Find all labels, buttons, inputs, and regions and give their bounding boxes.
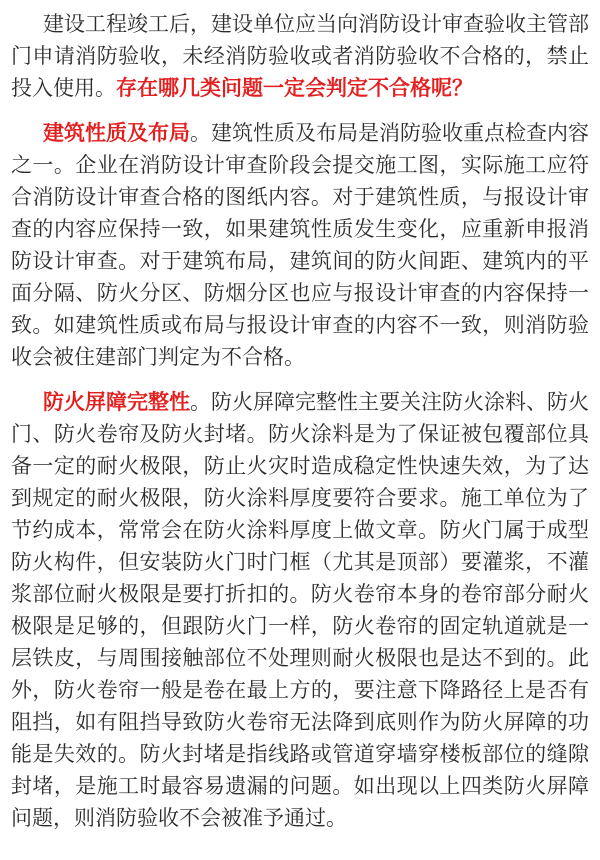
building-nature-body-text: 。建筑性质及布局是消防验收重点检查内容之一。企业在消防设计审查阶段会提交施工图，实际施工应符合消防设计审查合格的图纸内容。对于建筑性质，与报设计审查的内容应保持一致，如果建筑性质发生变化，应重新申报消防设计审查。对于建筑布局，建筑间的防火间距、建筑内的平面分隔、防火分区、防烟分区也应与报设计审查的内容保持一致。如建筑性质或布局与报设计审查的内容不一致，则消防验收会被住建部门判定为不合格。 <box>11 122 589 369</box>
intro-text: 建设工程竣工后，建设单位应当向消防设计审查验收主管部门申请消防验收，未经消防验收或者消防验收不合格的，禁止投入使用。 <box>11 13 589 100</box>
building-nature-paragraph <box>11 118 589 374</box>
question-highlight-text: 存在哪几类问题一定会判定不合格呢？ <box>116 77 473 100</box>
section-heading-building-nature: 建筑性质及布局 <box>43 122 190 145</box>
section-heading-fire-barrier: 防火屏障完整性 <box>43 391 190 414</box>
intro-paragraph <box>11 9 589 105</box>
fire-barrier-body-text: 。防火屏障完整性主要关注防火涂料、防火门、防火卷帘及防火封堵。防火涂料是为了保证被包覆部位具备一定的耐火极限，防止火灾时造成稳定性快速失效，为了达到规定的耐火极限，防火涂料厚度要符合要求。施工单位为了节约成本，常常会在防火涂料厚度上做文章。防火门属于成型防火构件，但安装防火门时门框（尤其是顶部）要灌浆，不灌浆部位耐火极限是要打折扣的。防火卷帘本身的卷帘部分耐火极限是足够的，但跟防火门一样，防火卷帘的固定轨道就是一层铁皮，与周围接触部位不处理则耐火极限也是达不到的。此外，防火卷帘一般是卷在最上方的，要注意下降路径上是否有阻挡，如有阻挡导致防火卷帘无法降到底则作为防火屏障的功能是失效的。防火封堵是指线路或管道穿墙穿楼板部位的缝隙封堵，是施工时最容易遗漏的问题。如出现以上四类防火屏障问题，则消防验收不会被准予通过。 <box>11 391 589 830</box>
fire-barrier-paragraph <box>11 387 589 835</box>
